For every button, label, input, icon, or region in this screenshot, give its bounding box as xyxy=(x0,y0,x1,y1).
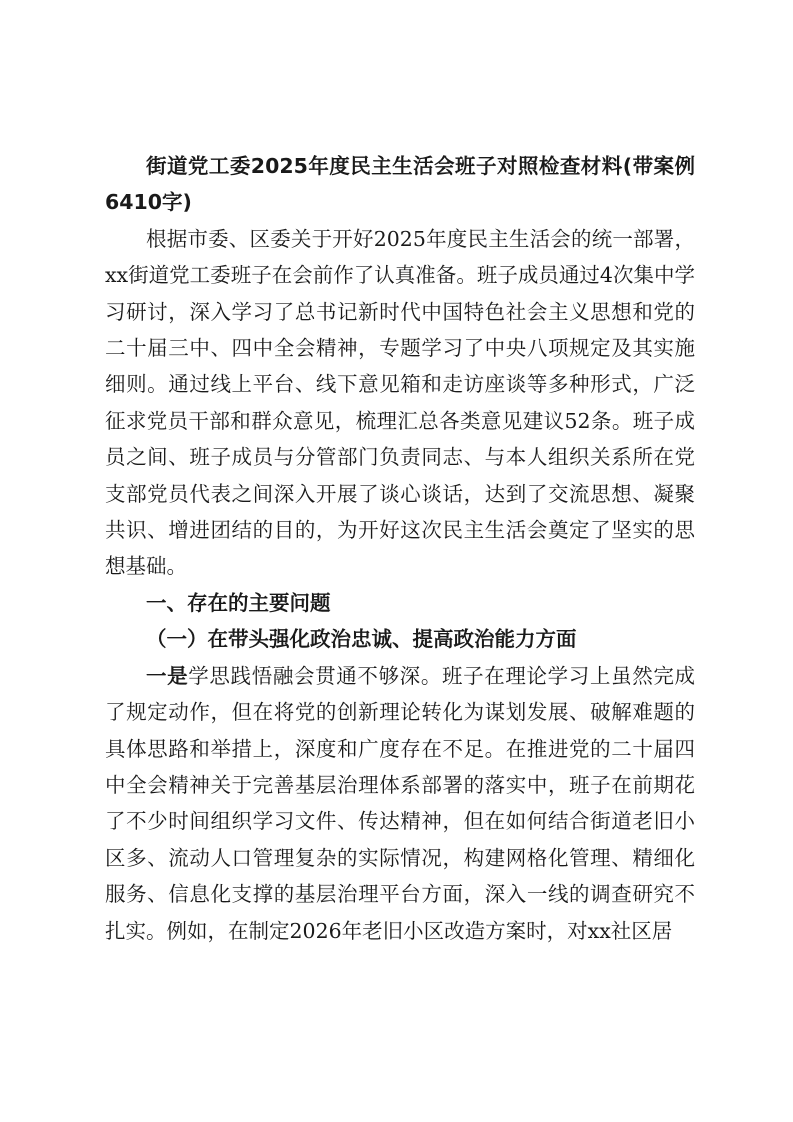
point-body: 学思践悟融会贯通不够深。班子在理论学习上虽然完成了规定动作，但在将党的创新理论转化为谋划发展、破解难题的具体思路和举措上，深度和广度存在不足。在推进党的二十届四中全会精神关于完善基层治理体系部署的落实中，班子在前期花了不少时间组织学习文件、传达精神，但在如何结合街道老旧小区多、流动人口管理复杂的实际情况，构建网格化管理、精细化服务、信息化支撑的基层治理平台方面，深入一线的调查研究不扎实。例如，在制定2026年老旧小区改造方案时，对xx社区居 xyxy=(105,663,695,943)
subsection-heading: （一）在带头强化政治忠诚、提高政治能力方面 xyxy=(146,627,577,652)
document-title: 街道党工委2025年度民主生活会班子对照检查材料(带案例6410字) xyxy=(105,154,695,215)
intro-paragraph: 根据市委、区委关于开好2025年度民主生活会的统一部署，xx街道党工委班子在会前作了认真准备。班子成员通过4次集中学习研讨，深入学习了总书记新时代中国特色社会主义思想和党的二十届三中、四中全会精神，专题学习了中央八项规定及其实施细则。通过线上平台、线下意见箱和走访座谈等多种形式，广泛征求党员干部和群众意见，梳理汇总各类意见建议52条。班子成员之间、班子成员与分管部门负责同志、与本人组织关系所在党支部党员代表之间深入开展了谈心谈话，达到了交流思想、凝聚共识、增进团结的目的，为开好这次民主生活会奠定了坚实的思想基础。 xyxy=(105,226,695,579)
point-lead: 一是 xyxy=(146,663,189,688)
section-heading: 一、存在的主要问题 xyxy=(146,590,331,615)
body-paragraph xyxy=(105,658,695,949)
document-body xyxy=(105,148,695,949)
